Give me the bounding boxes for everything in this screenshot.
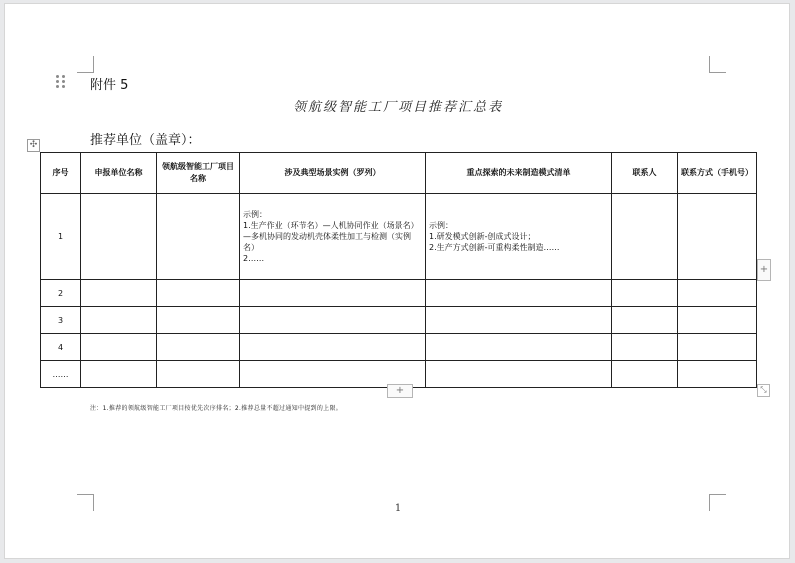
cell-applicant[interactable]: [81, 361, 157, 388]
cell-project[interactable]: [157, 307, 240, 334]
header-phone[interactable]: 联系方式（手机号）: [678, 153, 757, 194]
cell-seq[interactable]: 2: [41, 280, 81, 307]
cell-project[interactable]: [157, 361, 240, 388]
cell-scenarios[interactable]: 示例： 1.生产作业（环节名）—人机协同作业（场景名）—多机协同的发动机壳体柔性加工与检测（实例名） 2……: [240, 194, 426, 280]
cell-phone[interactable]: [678, 280, 757, 307]
annex-label: 附件 5: [90, 78, 129, 93]
cell-models[interactable]: [426, 280, 612, 307]
table-resize-icon[interactable]: ⤡: [757, 384, 770, 397]
table-row: [41, 280, 757, 307]
table-row: [41, 307, 757, 334]
cell-applicant[interactable]: [81, 280, 157, 307]
cell-project[interactable]: [157, 334, 240, 361]
cell-seq[interactable]: ……: [41, 361, 81, 388]
table-move-icon[interactable]: ✣: [27, 139, 40, 152]
document-title: 领航级智能工厂项目推荐汇总表: [292, 100, 503, 115]
cell-contact[interactable]: [612, 194, 678, 280]
cell-models[interactable]: [426, 307, 612, 334]
footnote: 注：1.推荐的领航级智能工厂项目按优先次序排名；2.推荐总量不超过通知中提到的上限。: [90, 405, 343, 412]
cell-seq[interactable]: 4: [41, 334, 81, 361]
margin-corner-top-left: [77, 56, 94, 73]
add-row-button[interactable]: +: [387, 384, 413, 398]
cell-contact[interactable]: [612, 334, 678, 361]
cell-models[interactable]: 示例： 1.研发模式创新-创成式设计； 2.生产方式创新-可重构柔性制造……: [426, 194, 612, 280]
cell-phone[interactable]: [678, 194, 757, 280]
cell-scenarios[interactable]: [240, 334, 426, 361]
cell-phone[interactable]: [678, 307, 757, 334]
add-column-button[interactable]: +: [757, 259, 771, 281]
cell-seq[interactable]: 3: [41, 307, 81, 334]
recommending-unit-label: 推荐单位（盖章）：: [90, 133, 201, 148]
document-page: [4, 3, 790, 559]
summary-table: [40, 152, 757, 388]
margin-corner-top-right: [709, 56, 726, 73]
table-header-row: [41, 153, 757, 194]
cell-models[interactable]: [426, 334, 612, 361]
cell-contact[interactable]: [612, 361, 678, 388]
cell-models[interactable]: [426, 361, 612, 388]
table-row: [41, 334, 757, 361]
cell-applicant[interactable]: [81, 334, 157, 361]
cell-applicant[interactable]: [81, 307, 157, 334]
cell-scenarios[interactable]: [240, 307, 426, 334]
cell-seq[interactable]: 1: [41, 194, 81, 280]
cell-phone[interactable]: [678, 361, 757, 388]
table-row: [41, 194, 757, 280]
cell-phone[interactable]: [678, 334, 757, 361]
header-applicant[interactable]: 申报单位名称: [81, 153, 157, 194]
cell-contact[interactable]: [612, 307, 678, 334]
cell-project[interactable]: [157, 194, 240, 280]
header-project[interactable]: 领航级智能工厂项目名称: [157, 153, 240, 194]
page-number: 1: [394, 503, 402, 514]
header-contact[interactable]: 联系人: [612, 153, 678, 194]
header-seq[interactable]: 序号: [41, 153, 81, 194]
cell-contact[interactable]: [612, 280, 678, 307]
cell-applicant[interactable]: [81, 194, 157, 280]
cell-scenarios[interactable]: [240, 280, 426, 307]
header-models[interactable]: 重点探索的未来制造模式清单: [426, 153, 612, 194]
paragraph-drag-handle-icon[interactable]: [55, 74, 67, 90]
header-scenarios[interactable]: 涉及典型场景实例（罗列）: [240, 153, 426, 194]
cell-project[interactable]: [157, 280, 240, 307]
